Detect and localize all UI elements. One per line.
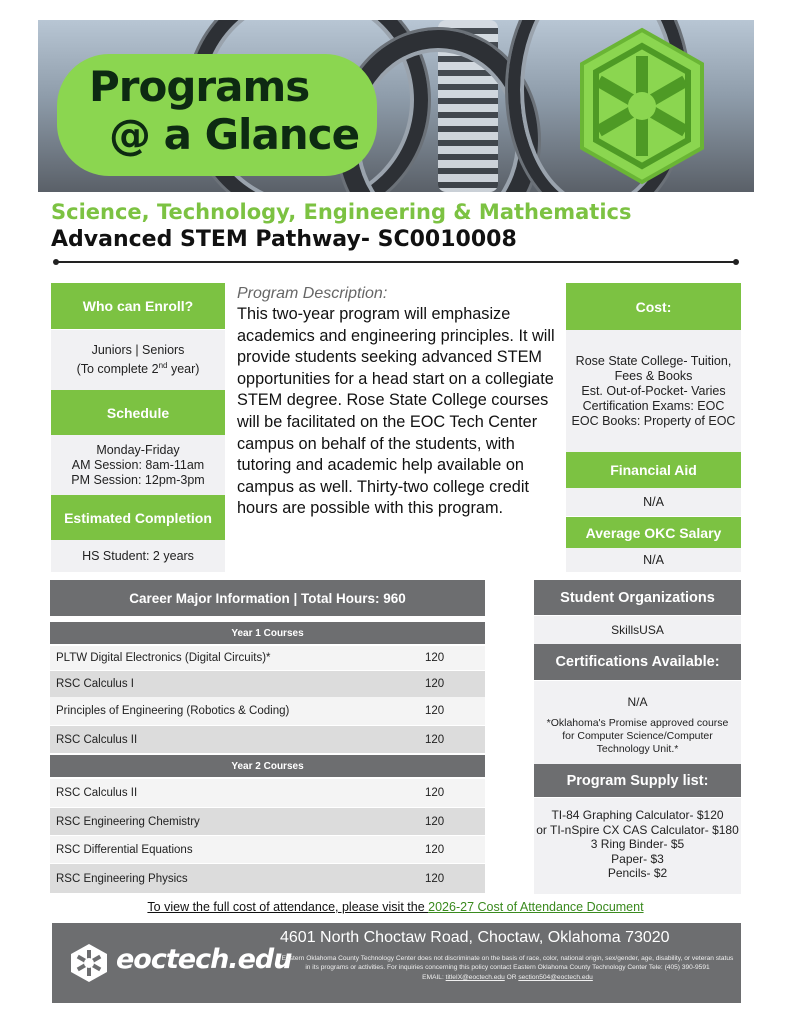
cost-line: Fees & Books bbox=[614, 368, 693, 383]
legal-notice bbox=[280, 954, 735, 982]
programs-badge bbox=[57, 54, 377, 176]
hero-banner bbox=[38, 20, 754, 192]
email-separator: OR bbox=[504, 973, 519, 981]
cost-box bbox=[566, 330, 741, 452]
year2-heading: Year 2 Courses bbox=[50, 755, 485, 777]
supply-box bbox=[534, 798, 741, 894]
attendance-text: To view the full cost of attendance, please visit the bbox=[147, 900, 429, 914]
logo-text: eoctech.edu bbox=[116, 944, 292, 975]
table-row bbox=[50, 779, 485, 807]
enroll-line-2: (To complete 2nd year) bbox=[76, 360, 200, 377]
course-name: RSC Engineering Physics bbox=[56, 872, 188, 885]
schedule-line: AM Session: 8am-11am bbox=[71, 457, 205, 472]
certs-value: N/A bbox=[627, 695, 648, 709]
course-hours: 120 bbox=[425, 652, 445, 664]
table-row bbox=[50, 671, 485, 697]
course-name: RSC Calculus I bbox=[56, 678, 134, 690]
completion-value: HS Student: 2 years bbox=[82, 548, 194, 563]
supply-item: TI-84 Graphing Calculator- $120 bbox=[551, 808, 724, 822]
certs-note: *Oklahoma's Promise approved course for Computer Science/Computer Technology Unit.* bbox=[546, 717, 729, 755]
eoctech-logo[interactable] bbox=[68, 941, 292, 985]
course-hours: 120 bbox=[425, 843, 445, 856]
table-row bbox=[50, 646, 485, 670]
salary-value: N/A bbox=[643, 552, 664, 567]
financial-aid-value: N/A bbox=[643, 494, 664, 509]
table-row bbox=[50, 808, 485, 835]
salary-box bbox=[566, 548, 741, 572]
supply-heading: Program Supply list: bbox=[534, 764, 741, 797]
gear-logo-icon bbox=[68, 943, 110, 983]
email-title-ix[interactable]: titleIX@eoctech.edu bbox=[445, 973, 505, 981]
course-name: RSC Calculus II bbox=[56, 787, 138, 799]
table-row bbox=[50, 836, 485, 863]
course-hours: 120 bbox=[425, 787, 445, 799]
course-name: RSC Differential Equations bbox=[56, 843, 193, 856]
table-row bbox=[50, 726, 485, 753]
course-name: RSC Engineering Chemistry bbox=[56, 815, 200, 828]
cost-line: Rose State College- Tuition, bbox=[575, 353, 732, 368]
attendance-link[interactable]: 2026-27 Cost of Attendance Document bbox=[428, 900, 644, 914]
course-name: RSC Calculus II bbox=[56, 733, 138, 746]
orgs-heading: Student Organizations bbox=[534, 580, 741, 615]
supply-item: or TI-nSpire CX CAS Calculator- $180 bbox=[536, 822, 739, 837]
financial-aid-box bbox=[566, 488, 741, 516]
certs-heading: Certifications Available: bbox=[534, 644, 741, 680]
address: 4601 North Choctaw Road, Choctaw, Oklahoma 73020 bbox=[280, 929, 670, 946]
table-row bbox=[50, 697, 485, 725]
divider bbox=[55, 261, 737, 263]
schedule-line: Monday-Friday bbox=[96, 442, 180, 457]
course-hours: 120 bbox=[425, 872, 445, 885]
legal-text: Eastern Oklahoma County Technology Center does not discriminate on the basis of race, color, national origin, sex/gender, age, disability, or veteran status in its programs or activities. For inquiries concerning this policy contact Eastern Oklahoma County Technology Center Tele: (405) 390-9591 bbox=[281, 955, 734, 972]
orgs-value: SkillsUSA bbox=[534, 616, 741, 644]
financial-aid-heading: Financial Aid bbox=[566, 452, 741, 488]
course-name: Principles of Engineering (Robotics & Coding) bbox=[56, 705, 290, 717]
certs-box bbox=[534, 681, 741, 765]
course-name: PLTW Digital Electronics (Digital Circuits)* bbox=[56, 652, 271, 664]
footer bbox=[52, 923, 741, 1003]
cost-line: Est. Out-of-Pocket- Varies bbox=[581, 383, 726, 398]
table-row bbox=[50, 864, 485, 893]
email-section504[interactable]: section504@eoctech.edu bbox=[518, 973, 593, 981]
program-description: This two-year program will emphasize academics and engineering principles. It will provide students seeking advanced STEM opportunities for a head start on a collegiate STEM degree. Rose State College courses will be facilitated on the EOC Tech Center campus on behalf of the students, with tutoring and academic help available on campus as well. Thirty-two college credit hours are possible with this program. bbox=[237, 305, 555, 518]
schedule-heading: Schedule bbox=[51, 390, 225, 435]
supply-item: Pencils- $2 bbox=[607, 866, 668, 880]
schedule-line: PM Session: 12pm-3pm bbox=[71, 472, 205, 487]
page-title: Advanced STEM Pathway- SC0010008 bbox=[51, 227, 517, 252]
enroll-box bbox=[51, 330, 225, 390]
badge-line-1: Programs bbox=[89, 62, 310, 111]
badge-line-2: @ a Glance bbox=[109, 110, 360, 159]
hexagon-logo-icon bbox=[578, 26, 706, 186]
course-hours: 120 bbox=[425, 815, 445, 828]
attendance-line bbox=[0, 900, 791, 914]
completion-box bbox=[51, 540, 225, 572]
cost-line: Certification Exams: EOC bbox=[582, 398, 725, 413]
career-heading: Career Major Information | Total Hours: 960 bbox=[50, 580, 485, 616]
course-hours: 120 bbox=[425, 733, 445, 746]
email-label: EMAIL: bbox=[422, 973, 446, 981]
enroll-line-1: Juniors | Seniors bbox=[91, 342, 185, 357]
year1-heading: Year 1 Courses bbox=[50, 622, 485, 644]
supply-item: 3 Ring Binder- $5 bbox=[590, 837, 685, 851]
completion-heading: Estimated Completion bbox=[51, 495, 225, 540]
enroll-heading: Who can Enroll? bbox=[51, 283, 225, 329]
supply-item: Paper- $3 bbox=[611, 851, 664, 866]
description-heading: Program Description: bbox=[237, 285, 388, 302]
course-hours: 120 bbox=[425, 705, 445, 717]
cost-heading: Cost: bbox=[566, 283, 741, 330]
cost-line: EOC Books: Property of EOC bbox=[571, 413, 736, 428]
program-category: Science, Technology, Engineering & Mathematics bbox=[51, 200, 632, 224]
salary-heading: Average OKC Salary bbox=[566, 517, 741, 548]
schedule-box bbox=[51, 435, 225, 495]
course-hours: 120 bbox=[425, 678, 445, 690]
